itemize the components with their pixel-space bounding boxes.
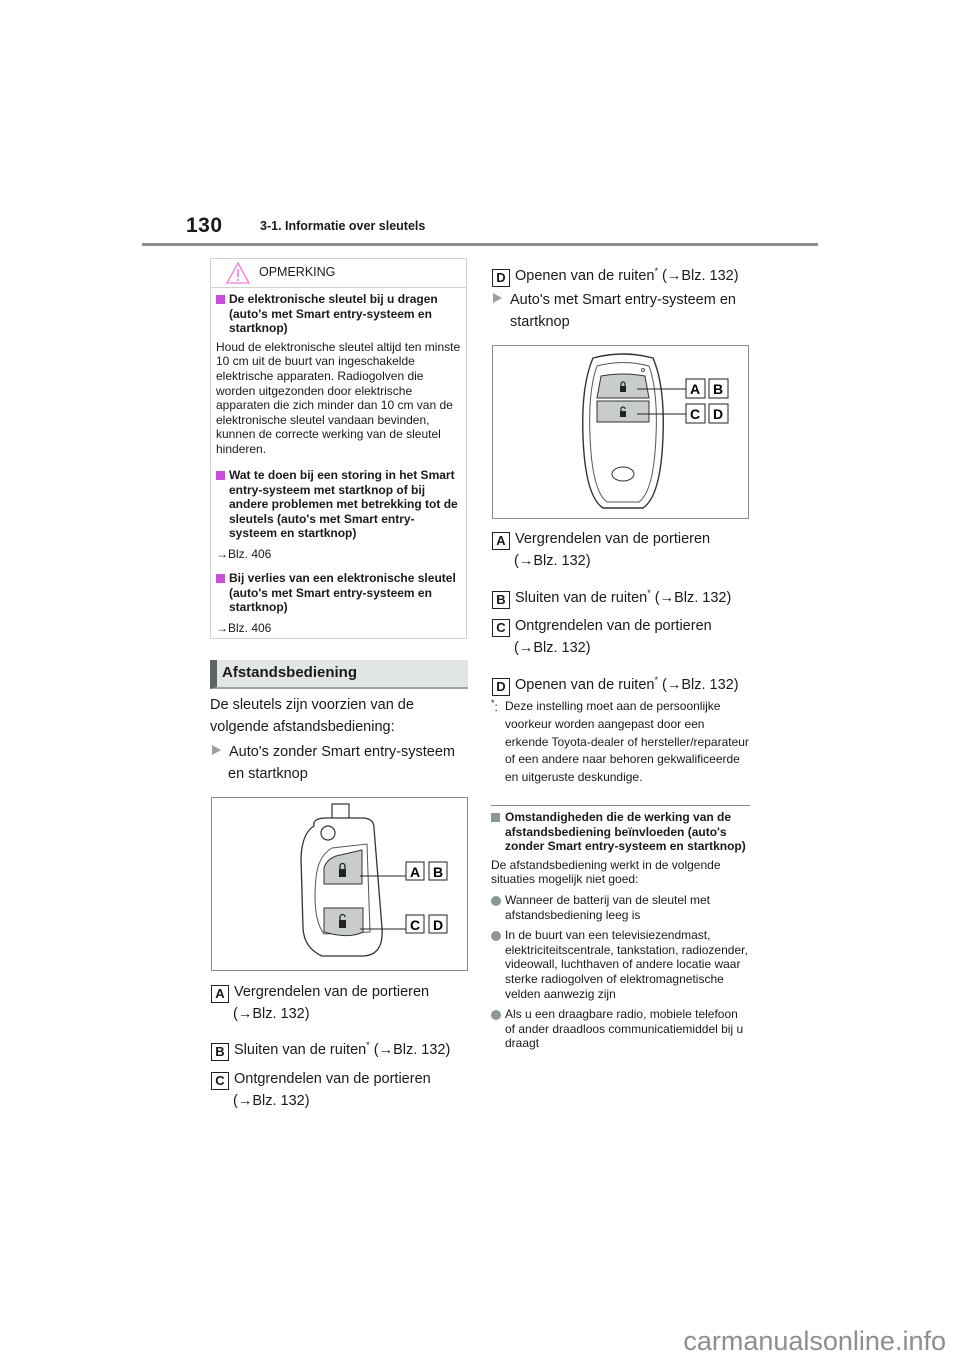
letter-badge: A xyxy=(492,532,510,550)
info-heading: Omstandigheden die de werking van de afstandsbediening beïnvloeden (auto's zonder Smart entry-systeem en startknop) xyxy=(491,810,751,854)
figure-label: C xyxy=(689,406,701,422)
info-bullet: In de buurt van een televisiezendmast, elektriciteitscentrale, tankstation, radiozender, videowall, luchthaven of andere locatie waar sterke radiogolven of elektromagnetische velden aanwezig zijn xyxy=(491,928,751,1001)
info-bullet: Wanneer de batterij van de sleutel met afstandsbediening leeg is xyxy=(491,893,751,922)
flip-key-figure xyxy=(211,797,468,971)
bullet-text: Auto's met Smart entry-systeem en startknop xyxy=(510,292,736,330)
page-ref[interactable]: (→Blz. 132) xyxy=(233,1093,310,1109)
notice-text: Houd de elektronische sleutel altijd ten minste 10 cm uit de buurt van ingeschakelde elektrische apparaten. Radiogolven die worden uitgezonden door elektrische apparaten die zich minder dan 10 cm van de elektronische sleutel vandaan bevinden, kunnen de correcte werking van de sleutel hinderen. xyxy=(216,339,461,456)
page-ref[interactable]: (→Blz. 132) xyxy=(654,589,732,606)
figure-label: A xyxy=(409,864,421,880)
divider xyxy=(491,805,750,806)
notice-heading: Wat te doen bij een storing in het Smart entry-systeem met startknop of bij andere problemen met betrekking tot de sleutels (auto's met Smart entry-systeem en startknop) xyxy=(216,468,461,541)
function-text: Ontgrendelen van de portieren xyxy=(515,618,712,634)
page-ref[interactable]: (→Blz. 132) xyxy=(662,676,739,693)
letter-badge: C xyxy=(211,1072,229,1090)
function-item xyxy=(492,528,754,572)
page-ref[interactable]: (→Blz. 132) xyxy=(373,1041,451,1058)
figure-label: B xyxy=(712,381,724,397)
function-item xyxy=(211,1068,469,1112)
header-rule xyxy=(142,243,818,246)
section-heading: Afstandsbediening xyxy=(222,664,358,681)
notice-title: OPMERKING xyxy=(259,265,336,279)
letter-badge: B xyxy=(492,591,510,609)
function-item xyxy=(211,1034,469,1061)
function-item xyxy=(211,981,469,1025)
figure-label: C xyxy=(409,917,421,933)
function-item xyxy=(492,669,754,696)
notice-box xyxy=(210,258,467,639)
page-ref[interactable]: (→Blz. 132) xyxy=(233,1006,310,1022)
letter-badge: C xyxy=(492,619,510,637)
letter-badge: D xyxy=(492,269,510,287)
warning-icon xyxy=(225,261,251,285)
letter-badge: D xyxy=(492,678,510,696)
footnote-mark: * xyxy=(654,266,658,276)
function-item xyxy=(492,582,754,609)
page-ref[interactable]: (→Blz. 132) xyxy=(514,640,591,656)
triangle-bullet-icon xyxy=(212,745,221,755)
footnote-mark: * xyxy=(654,675,658,685)
figure-label: B xyxy=(432,864,444,880)
figure-label: D xyxy=(432,917,444,933)
notice-section xyxy=(216,292,461,457)
notice-section xyxy=(216,468,461,562)
letter-badge: B xyxy=(211,1043,229,1061)
footnote-mark: * xyxy=(647,588,651,598)
notice-ref[interactable]: →Blz. 406 xyxy=(216,620,272,635)
watermark: carmanualsonline.info xyxy=(683,1326,946,1356)
notice-header xyxy=(211,259,466,288)
letter-badge: A xyxy=(211,985,229,1003)
page-ref[interactable]: (→Blz. 132) xyxy=(662,267,739,284)
page-ref[interactable]: (→Blz. 132) xyxy=(514,553,591,569)
figure-label: D xyxy=(712,406,724,422)
info-intro: De afstandsbediening werkt in de volgende situaties mogelijk niet goed: xyxy=(491,857,721,887)
footnote-mark: * xyxy=(366,1040,370,1050)
smart-key-illustration xyxy=(493,346,748,518)
notice-heading: De elektronische sleutel bij u dragen (auto's met Smart entry-systeem en startknop) xyxy=(216,292,461,336)
function-item xyxy=(492,615,754,659)
function-text: Sluiten van de ruiten xyxy=(515,589,648,606)
bullet-item xyxy=(212,741,468,785)
info-bullet: Als u een draagbare radio, mobiele telefoon of ander draadloos communicatiemiddel bij u draagt xyxy=(491,1007,751,1051)
bullet-text: Auto's zonder Smart entry-systeem en startknop xyxy=(228,744,455,782)
bullet-item xyxy=(493,289,751,333)
page-number: 130 xyxy=(186,214,223,237)
function-item xyxy=(492,260,754,287)
intro-text: De sleutels zijn voorzien van de volgende afstandsbediening: xyxy=(210,697,414,735)
flip-key-illustration xyxy=(212,798,467,970)
function-text: Openen van de ruiten xyxy=(515,676,655,693)
footnote-marker: *: xyxy=(491,698,498,714)
notice-ref[interactable]: →Blz. 406 xyxy=(216,546,272,561)
footnote-text: Deze instelling moet aan de persoonlijke voorkeur worden aangepast door een erkende Toyota-dealer of hersteller/reparateur of een andere naar behoren gekwalificeerde en uitgeruste deskundige. xyxy=(505,699,749,785)
info-section xyxy=(491,810,751,1051)
notice-heading: Bij verlies van een elektronische sleutel (auto's met Smart entry-systeem en startknop) xyxy=(216,571,461,615)
notice-section xyxy=(216,571,461,635)
footnote-star: * xyxy=(491,698,495,708)
function-text: Vergrendelen van de portieren xyxy=(515,531,711,547)
function-text: Openen van de ruiten xyxy=(515,267,655,284)
figure-label: A xyxy=(689,381,701,397)
smart-key-figure xyxy=(492,345,749,519)
section-title: 3-1. Informatie over sleutels xyxy=(260,219,426,233)
function-text: Sluiten van de ruiten xyxy=(234,1041,367,1058)
function-text: Vergrendelen van de portieren xyxy=(234,984,430,1000)
section-heading-bar xyxy=(210,660,468,689)
function-text: Ontgrendelen van de portieren xyxy=(234,1071,431,1087)
triangle-bullet-icon xyxy=(493,293,502,303)
footnote xyxy=(491,698,751,787)
